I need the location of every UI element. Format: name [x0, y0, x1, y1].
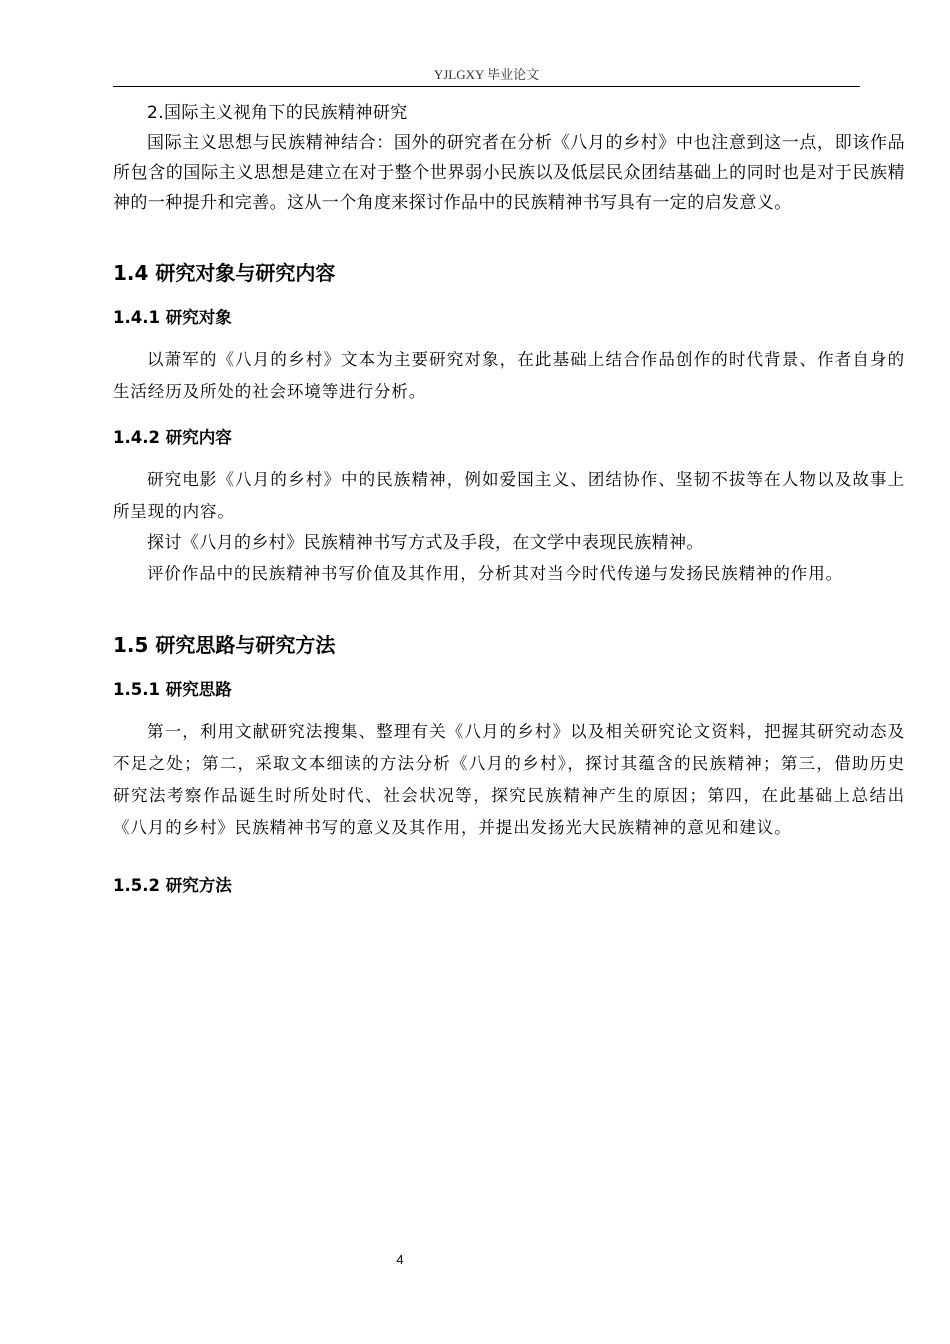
item-2-paragraph: 国际主义思想与民族精神结合：国外的研究者在分析《八月的乡村》中也注意到这一点，即该作品所包含的国际主义思想是建立在对于整个世界弱小民族以及低层民众团结基础上的同时也是对于民族精神的一种提升和完善。这从一个角度来探讨作品中的民族精神书写具有一定的启发意义。 [113, 133, 905, 213]
section-heading-1-5: 1.5 研究思路与研究方法 [113, 633, 336, 657]
page-body [113, 98, 905, 900]
paragraph-1-4-2-b: 探讨《八月的乡村》民族精神书写方式及手段，在文学中表现民族精神。 [147, 533, 704, 553]
subsection-heading-1-5-1: 1.5.1 研究思路 [113, 680, 232, 699]
paragraph-1-4-2-a: 研究电影《八月的乡村》中的民族精神，例如爱国主义、团结协作、坚韧不拔等在人物以及故事上所呈现的内容。 [113, 470, 905, 521]
subsection-heading-1-4-2: 1.4.2 研究内容 [113, 428, 232, 447]
subsection-heading-1-4-1: 1.4.1 研究对象 [113, 308, 232, 327]
paragraph-1-5-1: 第一，利用文献研究法搜集、整理有关《八月的乡村》以及相关研究论文资料，把握其研究动态及不足之处；第二，采取文本细读的方法分析《八月的乡村》，探讨其蕴含的民族精神；第三，借助历史研究法考察作品诞生时所处时代、社会状况等，探究民族精神产生的原因；第四，在此基础上总结出《八月的乡村》民族精神书写的意义及其作用，并提出发扬光大民族精神的意见和建议。 [113, 722, 905, 837]
header-divider [113, 86, 860, 87]
page-number: 4 [396, 1252, 404, 1267]
item-2-title: 2.国际主义视角下的民族精神研究 [147, 103, 408, 123]
paragraph-1-4-2-c: 评价作品中的民族精神书写价值及其作用，分析其对当今时代传递与发扬民族精神的作用。 [147, 564, 843, 583]
running-header: YJLGXY 毕业论文 [433, 67, 540, 82]
subsection-heading-1-5-2: 1.5.2 研究方法 [113, 876, 232, 895]
section-heading-1-4: 1.4 研究对象与研究内容 [113, 261, 336, 285]
paragraph-1-4-1: 以萧军的《八月的乡村》文本为主要研究对象，在此基础上结合作品创作的时代背景、作者自身的生活经历及所处的社会环境等进行分析。 [113, 350, 905, 401]
